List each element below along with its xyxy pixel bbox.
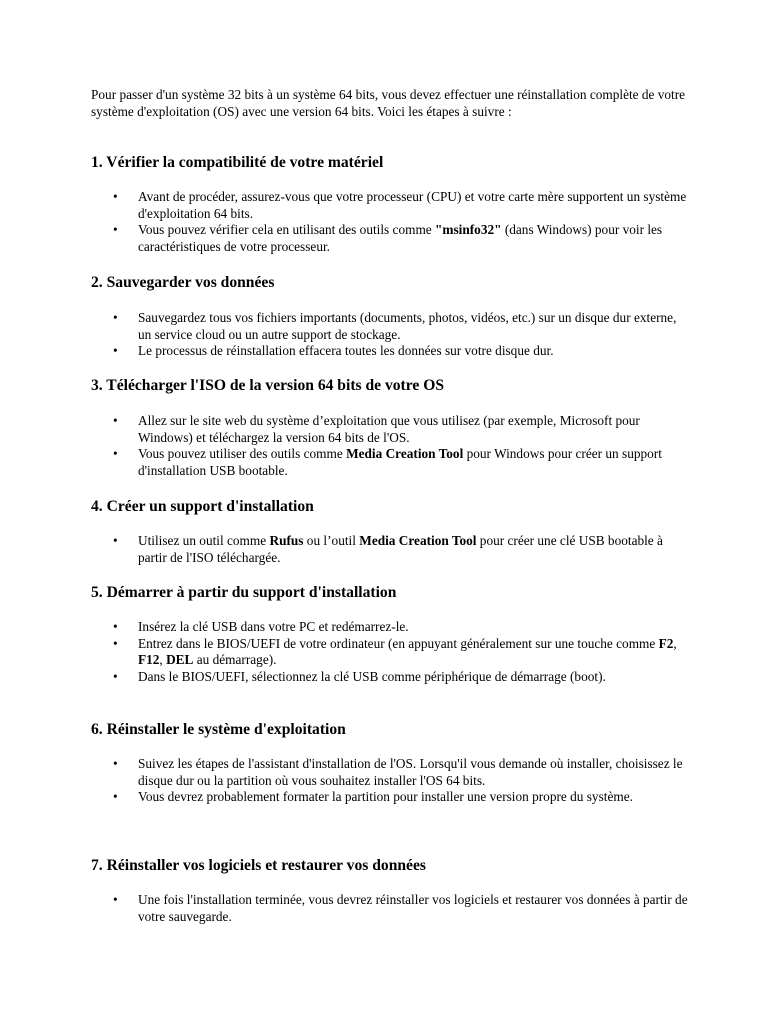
section-heading: 2. Sauvegarder vos données [91, 274, 275, 291]
bullet-icon: • [113, 343, 118, 359]
list-item: • Avant de procéder, assurez-vous que votre processeur (CPU) et votre carte mère supportent un système d'exploitation 64 bits. [113, 189, 687, 221]
bullet-icon: • [113, 310, 118, 325]
bullet-icon: • [113, 635, 118, 651]
bullet-icon: • [113, 222, 118, 238]
list-item: • Dans le BIOS/UEFI, sélectionnez la clé USB comme périphérique de démarrage (boot). [113, 668, 606, 684]
section-5 [91, 583, 691, 685]
section-6 [91, 720, 691, 806]
section-heading: 7. Réinstaller vos logiciels et restaurer vos données [91, 857, 426, 874]
list-item: • Vous devrez probablement formater la partition pour installer une version propre du système. [113, 789, 633, 805]
list-item: • Sauvegardez tous vos fichiers importants (documents, photos, vidéos, etc.) sur un disque dur externe, un service cloud ou un autre support de stockage. [113, 310, 677, 342]
section-heading: 6. Réinstaller le système d'exploitation [91, 721, 346, 738]
list-item: • Utilisez un outil comme Rufus ou l’outil Media Creation Tool pour créer une clé USB bootable à partir de l'ISO téléchargée. [113, 533, 663, 565]
section-3 [91, 376, 691, 479]
section-2 [91, 273, 691, 360]
bullet-icon: • [113, 892, 118, 907]
list-item: • Suivez les étapes de l'assistant d'installation de l'OS. Lorsqu'il vous demande où installer, choisissez le disque dur ou la partition où vous souhaitez installer l'OS 64 bits. [113, 756, 683, 788]
intro-paragraph: Pour passer d'un système 32 bits à un système 64 bits, vous devez effectuer une réinstallation complète de votre système d'exploitation (OS) avec une version 64 bits. Voici les étapes à suivre : [91, 87, 686, 119]
bullet-icon: • [113, 189, 118, 204]
bullet-icon: • [113, 789, 118, 805]
list-item: • Vous pouvez utiliser des outils comme Media Creation Tool pour Windows pour créer un support d'installation USB bootable. [113, 446, 662, 478]
bullet-icon: • [113, 413, 118, 428]
list-item: • Une fois l'installation terminée, vous devrez réinstaller vos logiciels et restaurer vos données à partir de votre sauvegarde. [113, 892, 688, 924]
bullet-icon: • [113, 446, 118, 462]
section-heading: 1. Vérifier la compatibilité de votre matériel [91, 154, 384, 171]
list-item: • Allez sur le site web du système d’exploitation que vous utilisez (par exemple, Microsoft pour Windows) et téléchargez la version 64 bits de l'OS. [113, 413, 640, 445]
section-heading: 5. Démarrer à partir du support d'installation [91, 584, 397, 601]
list-item: • Entrez dans le BIOS/UEFI de votre ordinateur (en appuyant généralement sur une touche comme F2, F12, DEL au démarrage). [113, 635, 677, 668]
section-1 [91, 153, 691, 255]
list-item: • Insérez la clé USB dans votre PC et redémarrez-le. [113, 619, 409, 634]
section-heading: 3. Télécharger l'ISO de la version 64 bits de votre OS [91, 377, 445, 394]
bullet-icon: • [113, 533, 118, 548]
bullet-icon: • [113, 756, 118, 771]
bullet-icon: • [113, 619, 118, 634]
section-7 [91, 856, 691, 925]
bullet-icon: • [113, 668, 118, 684]
list-item: • Le processus de réinstallation effacera toutes les données sur votre disque dur. [113, 343, 554, 359]
section-heading: 4. Créer un support d'installation [91, 498, 314, 515]
section-4 [91, 497, 691, 566]
list-item: • Vous pouvez vérifier cela en utilisant des outils comme "msinfo32" (dans Windows) pour voir les caractéristiques de votre processeur. [113, 222, 663, 254]
